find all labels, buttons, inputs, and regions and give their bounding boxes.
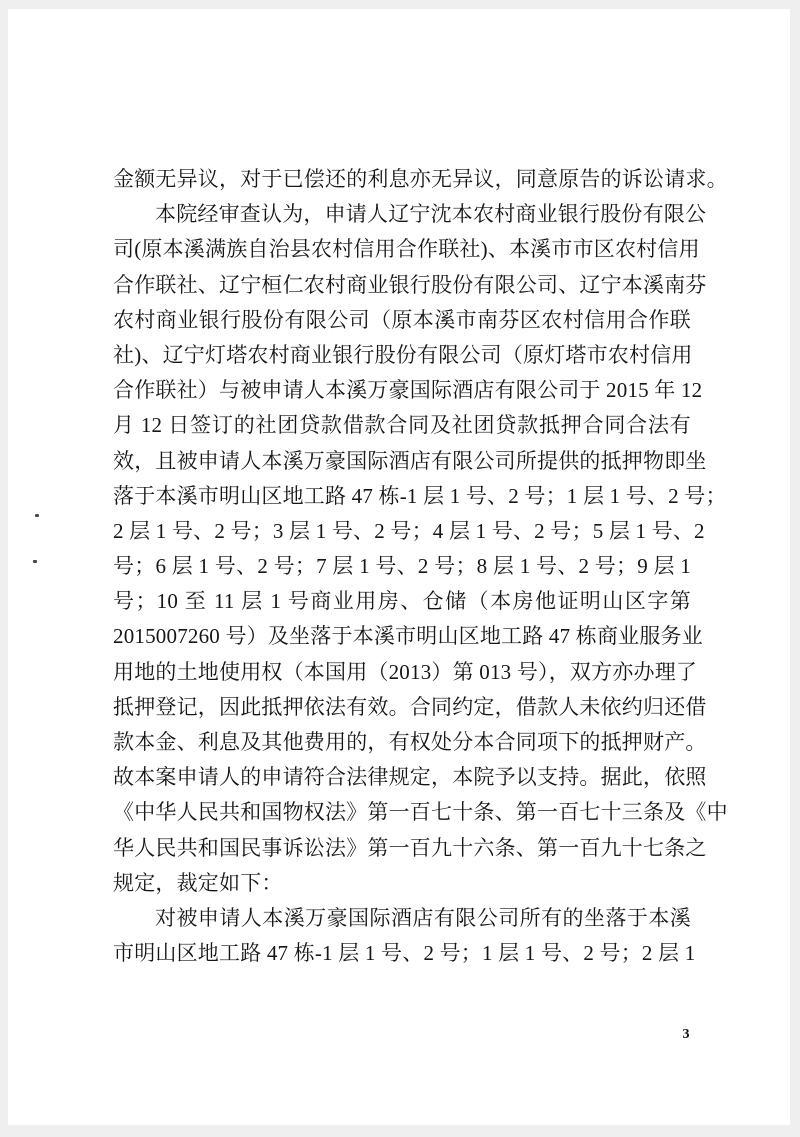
text-line: 金额无异议，对于已偿还的利息亦无异议，同意原告的诉讼请求。 xyxy=(113,167,728,191)
text-line: 效，且被申请人本溪万豪国际酒店有限公司所提供的抵押物即坐 xyxy=(113,448,707,473)
text-line: 合作联社）与被申请人本溪万豪国际酒店有限公司于 2015 年 12 xyxy=(113,378,703,403)
text-line: 本院经审查认为，申请人辽宁沈本农村商业银行股份有限公 xyxy=(155,202,707,227)
text-line: 市明山区地工路 47 栋-1 层 1 号、2 号；1 层 1 号、2 号；2 层 1 xyxy=(113,941,696,966)
text-line: 号；10 至 11 层 1 号商业用房、仓储（本房他证明山区字第 xyxy=(113,589,691,614)
text-line: 合作联社、辽宁桓仁农村商业银行股份有限公司、辽宁本溪南芬 xyxy=(113,272,707,297)
text-line: 抵押登记，因此抵押依法有效。合同约定，借款人未依约归还借 xyxy=(113,694,707,719)
document-page xyxy=(8,9,790,1125)
margin-speck xyxy=(35,514,39,517)
page-number: 3 xyxy=(682,1027,690,1042)
text-line: 农村商业银行股份有限公司（原本溪市南芬区农村信用合作联 xyxy=(113,307,691,332)
text-line: 规定，裁定如下： xyxy=(113,870,283,895)
text-line: 用地的土地使用权（本国用（2013）第 013 号），双方亦办理了 xyxy=(113,659,698,684)
text-line: 号；6 层 1 号、2 号；7 层 1 号、2 号；8 层 1 号、2 号；9 层 1 xyxy=(113,554,691,579)
text-line: 《中华人民共和国物权法》第一百七十条、第一百七十三条及《中 xyxy=(113,800,728,825)
text-line: 2 层 1 号、2 号；3 层 1 号、2 号；4 层 1 号、2 号；5 层 1 号、2 xyxy=(113,518,705,543)
text-line: 对被申请人本溪万豪国际酒店有限公司所有的坐落于本溪 xyxy=(155,905,691,930)
text-line: 月 12 日签订的社团贷款借款合同及社团贷款抵押合同合法有 xyxy=(113,413,691,438)
text-line: 落于本溪市明山区地工路 47 栋-1 层 1 号、2 号；1 层 1 号、2 号； xyxy=(113,483,727,508)
text-line: 华人民共和国民事诉讼法》第一百九十六条、第一百九十七条之 xyxy=(113,835,707,860)
text-line: 故本案申请人的申请符合法律规定，本院予以支持。据此，依照 xyxy=(113,765,707,790)
text-line: 司(原本溪满族自治县农村信用合作联社)、本溪市市区农村信用 xyxy=(113,237,700,262)
text-line: 2015007260 号）及坐落于本溪市明山区地工路 47 栋商业服务业 xyxy=(113,624,703,649)
text-line: 款本金、利息及其他费用的，有权处分本合同项下的抵押财产。 xyxy=(113,730,707,754)
margin-speck xyxy=(33,560,37,563)
text-line: 社)、辽宁灯塔农村商业银行股份有限公司（原灯塔市农村信用 xyxy=(113,342,693,367)
ruling-text-block xyxy=(113,162,728,971)
